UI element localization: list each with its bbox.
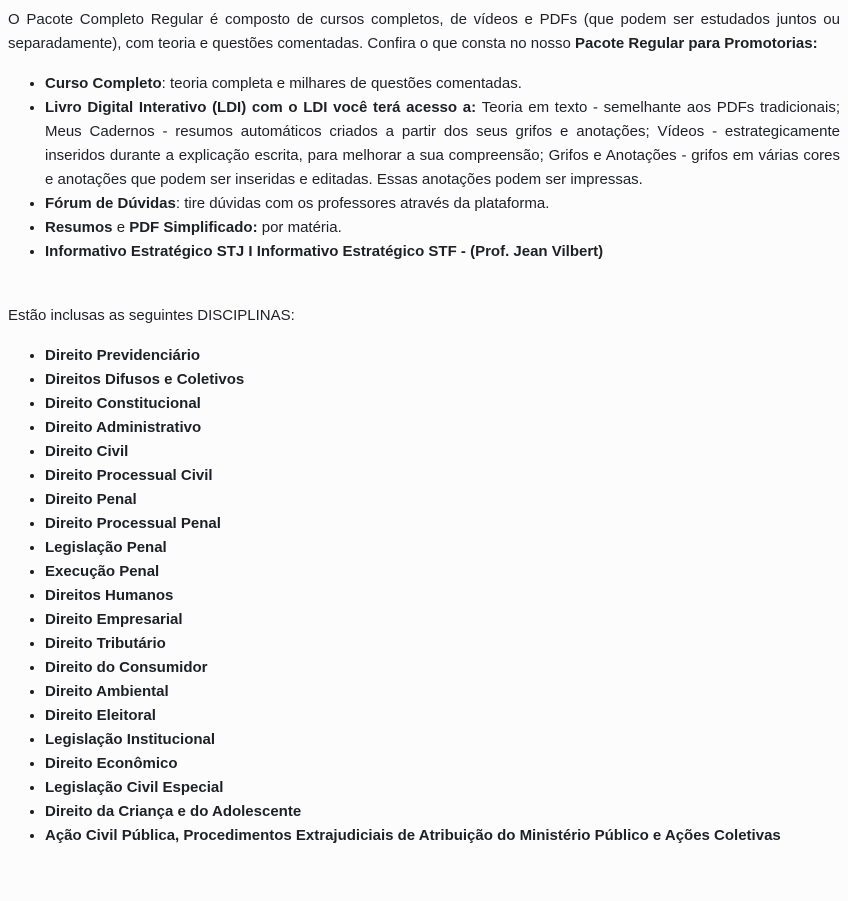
feature-text: : tire dúvidas com os professores através da plataforma.	[175, 195, 550, 212]
discipline-item: • Legislação Institucional	[45, 728, 840, 752]
feature-text: por matéria.	[257, 219, 342, 236]
intro-bold-text: Pacote Regular para Promotorias:	[575, 35, 818, 52]
course-package-description	[8, 8, 840, 848]
discipline-item: • Direitos Difusos e Coletivos	[45, 368, 840, 392]
discipline-item: • Direito Empresarial	[45, 608, 840, 632]
blank-line	[8, 280, 840, 304]
discipline-item: • Execução Penal	[45, 560, 840, 584]
disciplines-heading: Estão inclusas as seguintes DISCIPLINAS:	[8, 307, 295, 324]
discipline-item: • Direito do Consumidor	[45, 656, 840, 680]
discipline-item: • Direito da Criança e do Adolescente	[45, 800, 840, 824]
discipline-item: • Direito Ambiental	[45, 680, 840, 704]
feature-text: : teoria completa e milhares de questões comentadas.	[161, 75, 522, 92]
intro-paragraph	[8, 8, 840, 56]
feature-bold: Fórum de Dúvidas	[45, 195, 176, 212]
discipline-item: • Direito Tributário	[45, 632, 840, 656]
feature-item-curso-completo	[45, 72, 840, 96]
discipline-item: • Direito Constitucional	[45, 392, 840, 416]
disciplines-list	[8, 344, 840, 848]
feature-item-resumos-pdf-simplificado	[45, 216, 840, 240]
discipline-item: • Direito Administrativo	[45, 416, 840, 440]
feature-bold: Livro Digital Interativo (LDI) com o LDI você terá acesso a:	[45, 99, 482, 116]
discipline-item: • Legislação Penal	[45, 536, 840, 560]
feature-item-informativo-estrategico	[45, 240, 840, 264]
feature-text: Teoria em texto - semelhante aos PDFs tradicionais; Meus Cadernos - resumos automáticos criados a partir dos seus grifos e anotações; Vídeos - estrategicamente inseridos durante a explicação escrita, para melhorar a sua compreensão; Grifos e Anotações - grifos em várias cores e anotações que podem ser inseridas e editadas. Essas anotações podem ser impressas.	[45, 99, 840, 188]
feature-bold: PDF Simplificado:	[129, 219, 258, 236]
discipline-item: • Direito Civil	[45, 440, 840, 464]
discipline-item: • Direito Processual Civil	[45, 464, 840, 488]
discipline-item: • Legislação Civil Especial	[45, 776, 840, 800]
discipline-item: • Direitos Humanos	[45, 584, 840, 608]
feature-text: e	[112, 219, 130, 236]
feature-bold: Informativo Estratégico STJ I Informativo Estratégico STF - (Prof. Jean Vilbert)	[45, 243, 604, 260]
discipline-item: • Direito Processual Penal	[45, 512, 840, 536]
discipline-item: • Direito Previdenciário	[45, 344, 840, 368]
feature-bold: Resumos	[45, 219, 113, 236]
discipline-item: • Direito Econômico	[45, 752, 840, 776]
discipline-item: • Direito Penal	[45, 488, 840, 512]
feature-bold: Curso Completo	[45, 75, 162, 92]
feature-item-livro-digital-interativo	[45, 96, 840, 192]
feature-item-forum-de-duvidas	[45, 192, 840, 216]
features-list	[8, 72, 840, 264]
intro-text: O Pacote Completo Regular é composto de cursos completos, de vídeos e PDFs (que podem ser estudados juntos ou separadamente), com teoria e questões comentadas. Confira o que consta no nosso	[8, 11, 840, 52]
discipline-item: • Direito Eleitoral	[45, 704, 840, 728]
discipline-item: • Ação Civil Pública, Procedimentos Extrajudiciais de Atribuição do Ministério Público e Ações Coletivas	[45, 824, 840, 848]
